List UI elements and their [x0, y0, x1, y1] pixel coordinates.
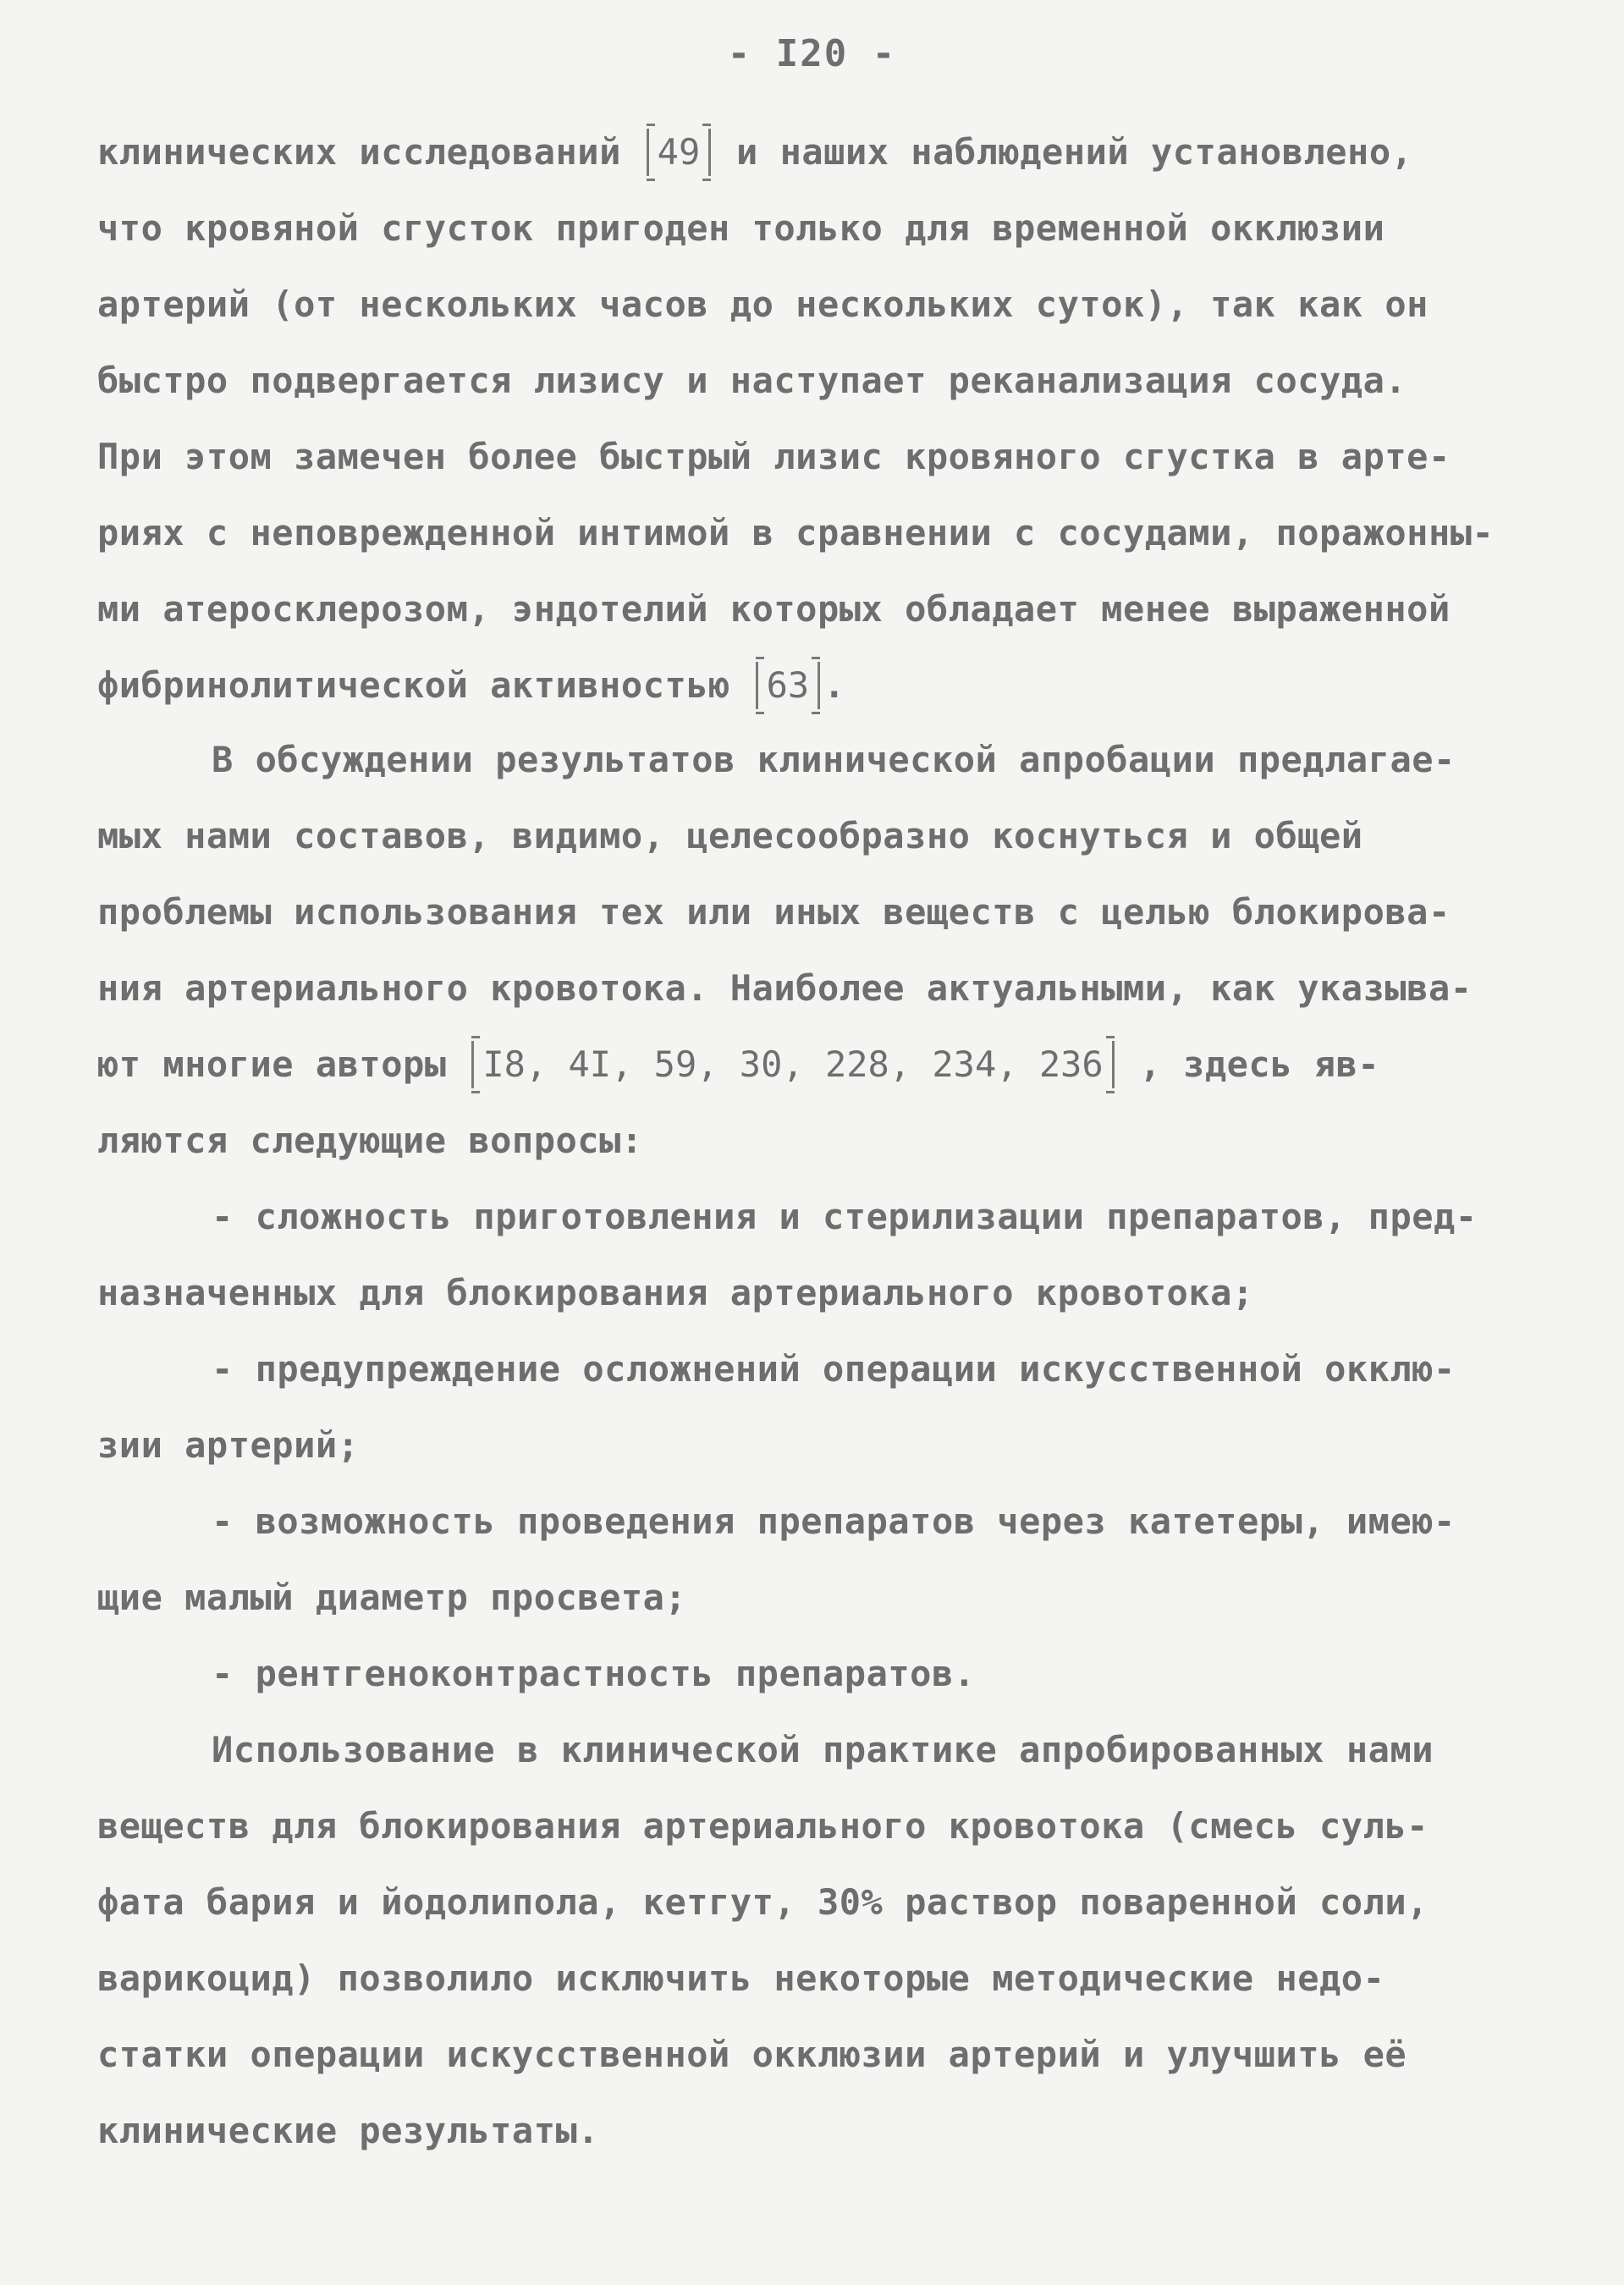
text-segment: фибринолитической активностью — [97, 664, 752, 706]
list-item-line: - предупреждение осложнений операции искусственной окклю- — [212, 1348, 1456, 1390]
text-line: ми атеросклерозом, эндотелий которых обладает менее выраженной — [97, 588, 1451, 630]
text-line — [97, 127, 1412, 178]
text-line: В обсуждении результатов клинической апробации предлагае- — [212, 739, 1456, 780]
text-line: артерий (от нескольких часов до нескольких суток), так как он — [97, 284, 1429, 325]
text-segment: , здесь яв- — [1117, 1043, 1380, 1085]
list-item-line: щие малый диаметр просвета; — [97, 1577, 687, 1618]
list-item-line: - возможность проведения препаратов через катетеры, имею- — [212, 1500, 1456, 1542]
page-number: - I20 - — [727, 32, 897, 75]
text-line: ния артериального кровотока. Наиболее актуальными, как указыва- — [97, 967, 1473, 1009]
citation-ref: 49 — [647, 129, 712, 176]
text-line: фата бария и йодолипола, кетгут, 30% раствор поваренной соли, — [97, 1881, 1429, 1923]
text-segment: и наших наблюдений установлено, — [714, 131, 1413, 173]
text-segment: . — [823, 664, 845, 706]
citation-ref: I8, 4I, 59, 30, 228, 234, 236 — [471, 1041, 1114, 1088]
text-line: риях с неповрежденной интимой в сравнении с сосудами, поражонны- — [97, 512, 1495, 553]
text-line: статки операции искусственной окклюзии артерий и улучшить её — [97, 2034, 1407, 2075]
text-line: При этом замечен более быстрый лизис кровяного сгустка в арте- — [97, 436, 1451, 477]
list-item-line: - сложность приготовления и стерилизации препаратов, пред- — [212, 1196, 1478, 1237]
text-line: проблемы использования тех или иных веществ с целью блокирова- — [97, 891, 1451, 933]
text-line: что кровяной сгусток пригоден только для временной окклюзии — [97, 207, 1385, 249]
text-line: клинические результаты. — [97, 2110, 600, 2151]
text-segment: ют многие авторы — [97, 1043, 469, 1085]
text-line: варикоцид) позволило исключить некоторые методические недо- — [97, 1957, 1385, 1999]
text-segment: клинических исследований — [97, 131, 643, 173]
text-line: Использование в клинической практике апробированных нами — [212, 1729, 1434, 1770]
text-line: веществ для блокирования артериального кровотока (смесь суль- — [97, 1805, 1429, 1847]
text-line: мых нами составов, видимо, целесообразно коснуться и общей — [97, 815, 1363, 856]
text-line: быстро подвергается лизису и наступает реканализация сосуда. — [97, 360, 1407, 401]
text-line — [97, 1039, 1379, 1090]
list-item-line: - рентгеноконтрастность препаратов. — [212, 1653, 976, 1694]
list-item-line: назначенных для блокирования артериального кровотока; — [97, 1272, 1254, 1313]
citation-ref: 63 — [756, 662, 821, 709]
list-item-line: зии артерий; — [97, 1424, 360, 1466]
text-line — [97, 660, 845, 711]
text-line: ляются следующие вопросы: — [97, 1120, 643, 1161]
